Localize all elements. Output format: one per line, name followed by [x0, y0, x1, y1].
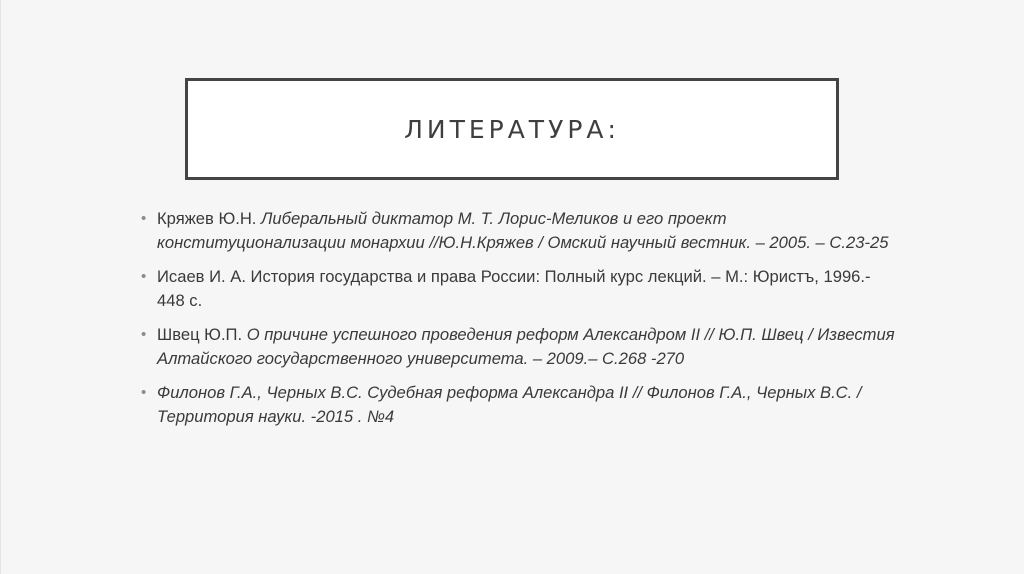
reference-item — [141, 381, 901, 429]
reference-text-italic: О причине успешного проведения реформ Александром II // Ю.П. Швец / Известия Алтайского государственного университета. – 2009.– С.268 -270 — [157, 325, 895, 368]
reference-text: Швец Ю.П. — [157, 325, 247, 344]
reference-text: Кряжев Ю.Н. — [157, 209, 262, 228]
reference-list — [141, 207, 901, 439]
reference-text-italic: Либеральный диктатор М. Т. Лорис-Меликов и его проект конституционализации монархии //Ю.Н.Кряжев / Омский научный вестник. – 2005. – С.23-25 — [157, 209, 889, 252]
reference-text: Исаев И. А. История государства и права России: Полный курс лекций. – М.: Юристъ, 1996.- 448 с. — [157, 267, 871, 310]
reference-item — [141, 265, 901, 313]
title-box — [185, 78, 839, 180]
bullet-icon: • — [141, 384, 147, 401]
bullet-icon: • — [141, 268, 147, 285]
reference-item — [141, 207, 901, 255]
reference-text-italic: Филонов Г.А., Черных В.С. Судебная реформа Александра II // Филонов Г.А., Черных В.С. / Территория науки. -2015 . №4 — [157, 383, 862, 426]
slide-title: ЛИТЕРАТУРА: — [404, 114, 620, 144]
reference-item — [141, 323, 901, 371]
bullet-icon: • — [141, 326, 147, 343]
bullet-icon: • — [141, 210, 147, 227]
